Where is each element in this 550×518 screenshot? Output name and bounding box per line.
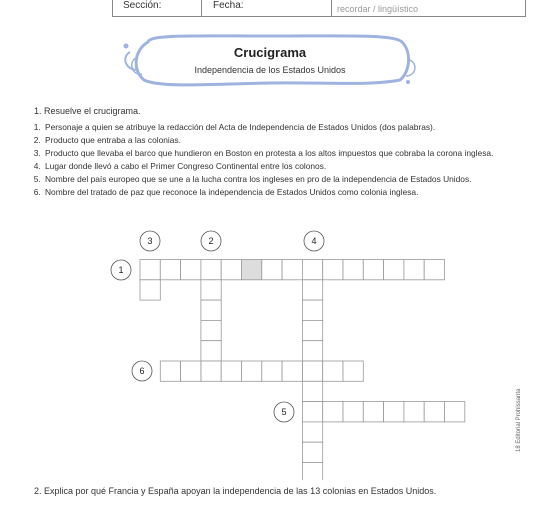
crossword-cell[interactable]: [363, 260, 383, 280]
clue-number-3: [140, 231, 160, 251]
page-subtitle: Independencia de los Estados Unidos: [194, 65, 346, 75]
crossword-cell[interactable]: [140, 260, 160, 280]
crossword-cell[interactable]: [181, 260, 201, 280]
clue-5: 5. Nombre del país europeo que se une a la lucha contra los ingleses en pro de la independencia de Estados Unidos.: [43, 173, 533, 186]
fecha-label: Fecha:: [213, 0, 244, 11]
crossword-cell[interactable]: [404, 260, 424, 280]
clue-3: 3. Producto que llevaba el barco que hundieron en Boston en protesta a los altos impuestos que cobraba la corona inglesa.: [43, 147, 533, 160]
crossword-cell[interactable]: [384, 260, 404, 280]
clue-1: 1. Personaje a quien se atribuye la redacción del Acta de Independencia de Estados Unidos (dos palabras).: [43, 121, 533, 134]
crossword-cell[interactable]: [323, 361, 343, 381]
crossword-cell[interactable]: [242, 260, 262, 280]
crossword-cell[interactable]: [424, 260, 444, 280]
crossword-cell[interactable]: [302, 381, 322, 401]
crossword-cell[interactable]: [160, 361, 180, 381]
crossword-cell[interactable]: [343, 361, 363, 381]
clue-number-4: [304, 231, 324, 251]
clue-number-2: [201, 231, 221, 251]
crossword-cell[interactable]: [384, 402, 404, 422]
page-title: Crucigrama: [233, 45, 307, 60]
crossword-cell[interactable]: [201, 260, 221, 280]
skill-text: recordar / lingüístico: [337, 4, 419, 14]
crossword-cell[interactable]: [262, 260, 282, 280]
question-2: 2. Explica por qué Francia y España apoyan la independencia de las 13 colonias en Estados Unidos.: [34, 486, 437, 496]
side-credit: 18 Editorial Prohissanta: [516, 388, 522, 452]
crossword-cell[interactable]: [201, 341, 221, 361]
clue-number-5-text: 5: [281, 407, 287, 417]
crossword-cell[interactable]: [363, 402, 383, 422]
crossword-cell[interactable]: [160, 260, 180, 280]
crossword-cell[interactable]: [221, 260, 241, 280]
crossword-cell[interactable]: [140, 280, 160, 300]
seccion-label: Sección:: [123, 0, 162, 11]
clue-number-6-text: 6: [139, 366, 145, 376]
clue-number-3-text: 3: [147, 236, 153, 246]
clue-number-2-text: 2: [208, 236, 214, 246]
clue-2: 2. Producto que entraba a las colonias.: [43, 134, 533, 147]
clue-6: 6. Nombre del tratado de paz que reconoce la independencia de Estados Unidos como colonia inglesa.: [43, 186, 533, 199]
crossword-cell[interactable]: [424, 402, 444, 422]
clue-4: 4. Lugar donde llevó a cabo el Primer Congreso Continental entre los colonos.: [43, 160, 533, 173]
clue-number-5: [274, 402, 294, 422]
crossword-cell[interactable]: [282, 361, 302, 381]
clue-number-1-text: 1: [118, 265, 124, 275]
crossword-cell[interactable]: [282, 260, 302, 280]
crossword-cell[interactable]: [302, 402, 322, 422]
crossword-cell[interactable]: [343, 402, 363, 422]
crossword-cell[interactable]: [302, 280, 322, 300]
crossword-cell[interactable]: [445, 402, 465, 422]
crossword-cell[interactable]: [302, 463, 322, 481]
crossword-cell[interactable]: [302, 260, 322, 280]
clue-number-6: [132, 361, 152, 381]
crossword-cell[interactable]: [323, 260, 343, 280]
crossword-cell[interactable]: [221, 361, 241, 381]
instruction-1: 1. Resuelve el crucigrama.: [34, 106, 141, 116]
crossword-cell[interactable]: [302, 300, 322, 320]
crossword-cell[interactable]: [201, 320, 221, 340]
crossword-cell[interactable]: [302, 320, 322, 340]
clue-number-4-text: 4: [311, 236, 317, 246]
crossword-cell[interactable]: [302, 422, 322, 442]
crossword-cell[interactable]: [201, 300, 221, 320]
crossword-cell[interactable]: [323, 402, 343, 422]
crossword-cell[interactable]: [302, 361, 322, 381]
crossword-cell[interactable]: [343, 260, 363, 280]
crossword-cell[interactable]: [242, 361, 262, 381]
clue-number-1: [111, 260, 131, 280]
crossword-cell[interactable]: [181, 361, 201, 381]
crossword-cell[interactable]: [262, 361, 282, 381]
crossword-cell[interactable]: [302, 341, 322, 361]
crossword-cell[interactable]: [201, 280, 221, 300]
crossword-cell[interactable]: [201, 361, 221, 381]
crossword-cell[interactable]: [302, 442, 322, 462]
crossword-cell[interactable]: [404, 402, 424, 422]
